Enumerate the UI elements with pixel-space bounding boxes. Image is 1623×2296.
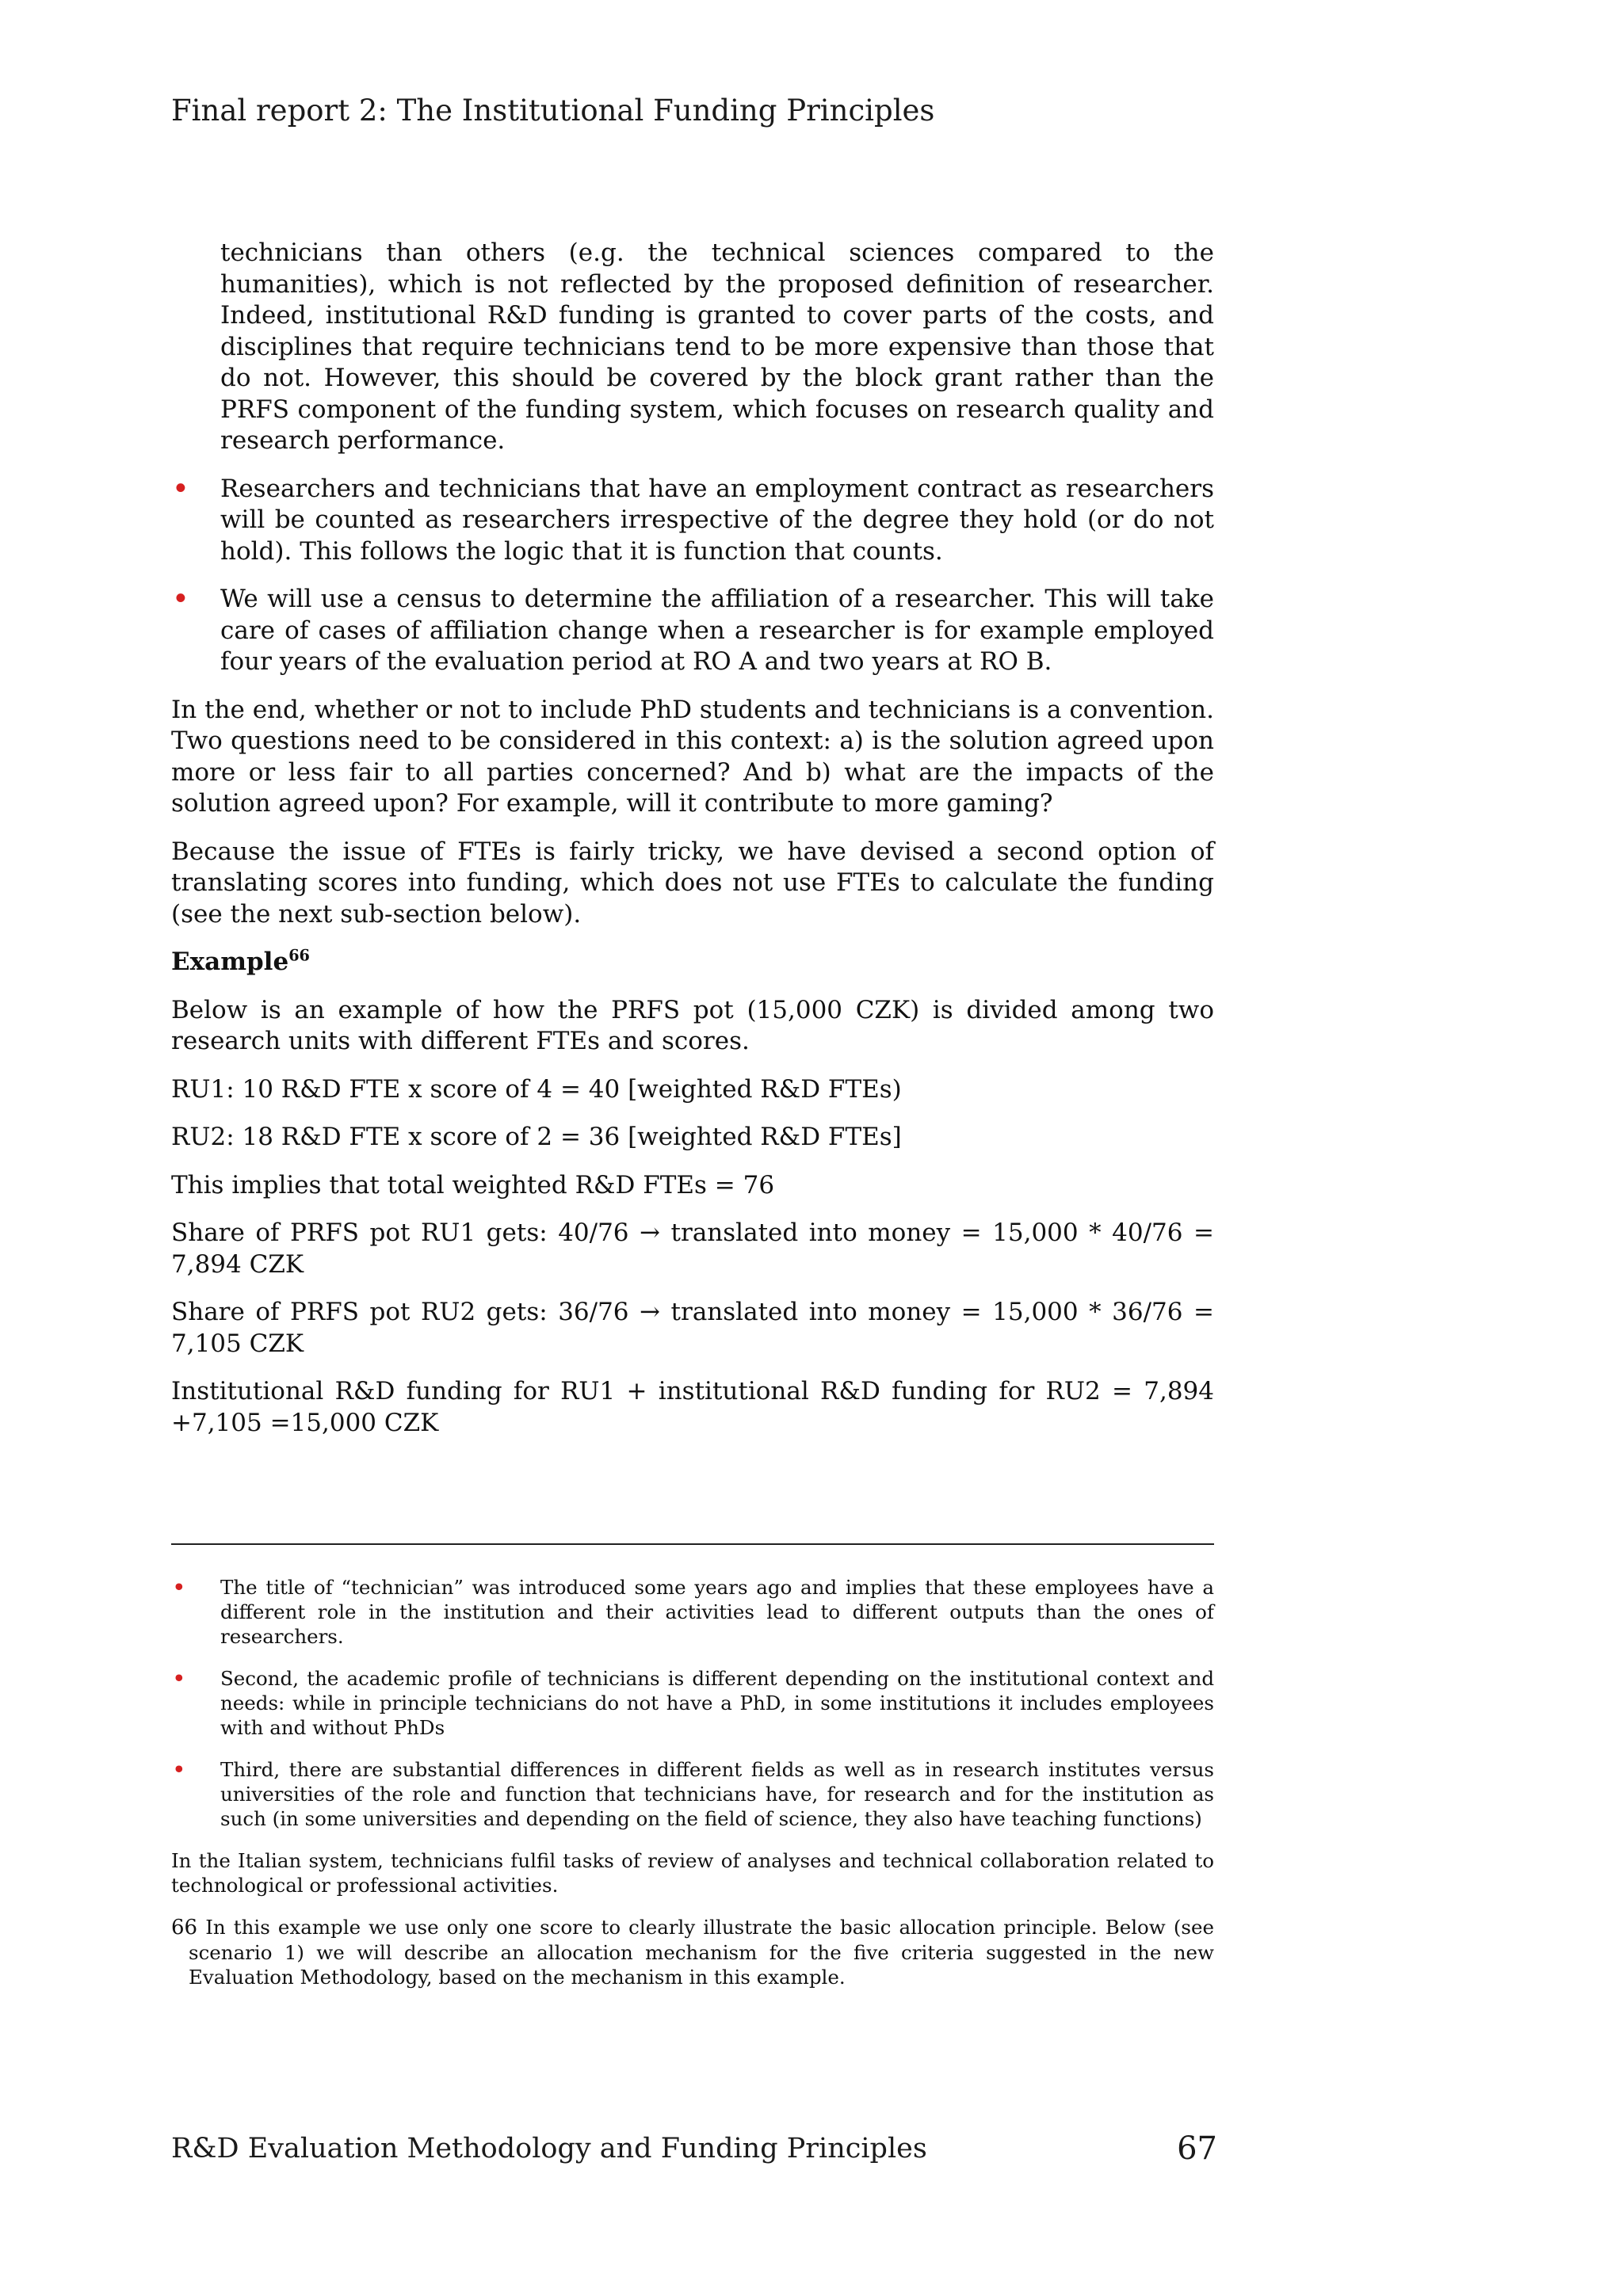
example-line: RU1: 10 R&D FTE x score of 4 = 40 [weighted R&D FTEs) xyxy=(171,1074,902,1104)
main-body xyxy=(171,238,1214,1455)
footnote-bullet-item xyxy=(171,1666,1214,1740)
body-bullet-text: We will use a census to determine the affiliation of a researcher. This will take care of cases of affiliation change when a researcher is for example employed four years of the evaluation period at RO A and two years at RO B. xyxy=(220,585,1214,676)
footnote-italian-note: In the Italian system, technicians fulfil tasks of review of analyses and technical collaboration related to technological or professional activities. xyxy=(171,1849,1214,1897)
bullet-icon: • xyxy=(173,474,189,503)
example-line: Institutional R&D funding for RU1 + institutional R&D funding for RU2 = 7,894 +7,105 =15,000 CZK xyxy=(171,1377,1214,1437)
footnotes xyxy=(171,1575,1214,2007)
example-heading-text: Example xyxy=(171,948,289,976)
paragraph-ftes: Because the issue of FTEs is fairly tricky, we have devised a second option of translating scores into funding, which does not use FTEs to calculate the funding (see the next sub-section below). xyxy=(171,837,1214,929)
footnote-bullet-text: Second, the academic profile of technicians is different depending on the institutional context and needs: while in principle technicians do not have a PhD, in some institutions it includes employees with and without PhDs xyxy=(220,1667,1214,1739)
footnote-66-text: In this example we use only one score to clearly illustrate the basic allocation principle. Below (see scenario 1) we will describe an allocation mechanism for the five criteria suggested in the new Evaluation Methodology, based on the mechanism in this example. xyxy=(189,1916,1214,1989)
body-bullet-item xyxy=(171,474,1214,568)
running-header: Final report 2: The Institutional Funding Principles xyxy=(171,93,935,128)
footnote-bullet-item xyxy=(171,1757,1214,1831)
footnote-ref-66[interactable]: 66 xyxy=(288,946,310,965)
example-line: This implies that total weighted R&D FTEs = 76 xyxy=(171,1170,775,1199)
body-bullet-text: Researchers and technicians that have an employment contract as researchers will be counted as researchers irrespective of the degree they hold (or do not hold). This follows the logic that it is function that counts. xyxy=(220,474,1214,566)
footnote-bullet-list xyxy=(171,1575,1214,1831)
paragraph-convention: In the end, whether or not to include PhD students and technicians is a convention. Two questions need to be considered in this context: a) is the solution agreed upon more or less fair to all parties concerned? And b) what are the impacts of the solution agreed upon? For example, will it contribute to more gaming? xyxy=(171,695,1214,818)
footnote-separator xyxy=(171,1543,1214,1545)
bullet-icon: • xyxy=(173,1758,185,1781)
page-number: 67 xyxy=(1177,2130,1217,2167)
footnote-66 xyxy=(171,1915,1214,1989)
bullet-icon: • xyxy=(173,1576,185,1599)
example-heading xyxy=(171,947,1214,978)
footnote-bullet-item xyxy=(171,1575,1214,1649)
bullet-icon: • xyxy=(173,1667,185,1690)
continued-paragraph: technicians than others (e.g. the technical sciences compared to the humanities), which is not reflected by the proposed definition of researcher. Indeed, institutional R&D funding is granted to cover parts of the costs, and disciplines that require technicians tend to be more expensive than those that do not. However, this should be covered by the block grant rather than the PRFS component of the funding system, which focuses on research quality and research performance. xyxy=(220,238,1214,455)
example-line: Share of PRFS pot RU1 gets: 40/76 → translated into money = 15,000 * 40/76 = 7,894 CZK xyxy=(171,1219,1214,1279)
footer-title: R&D Evaluation Methodology and Funding Principles xyxy=(171,2133,927,2164)
example-line: Share of PRFS pot RU2 gets: 36/76 → translated into money = 15,000 * 36/76 = 7,105 CZK xyxy=(171,1298,1214,1358)
bullet-icon: • xyxy=(173,585,189,613)
example-line: RU2: 18 R&D FTE x score of 2 = 36 [weighted R&D FTEs] xyxy=(171,1123,902,1151)
footnote-bullet-text: Third, there are substantial differences in different fields as well as in research institutes versus universities of the role and function that technicians have, for research and for the institution as such (in some universities and depending on the field of science, they also have teaching functions) xyxy=(220,1758,1214,1830)
footnote-bullet-text: The title of “technician” was introduced some years ago and implies that these employees have a different role in the institution and their activities lead to different outputs than the ones of researchers. xyxy=(220,1576,1214,1648)
example-intro: Below is an example of how the PRFS pot (15,000 CZK) is divided among two research units with different FTEs and scores. xyxy=(171,995,1214,1055)
body-bullet-list xyxy=(171,474,1214,678)
body-bullet-item xyxy=(171,584,1214,678)
footnote-66-number: 66 xyxy=(171,1916,198,1939)
